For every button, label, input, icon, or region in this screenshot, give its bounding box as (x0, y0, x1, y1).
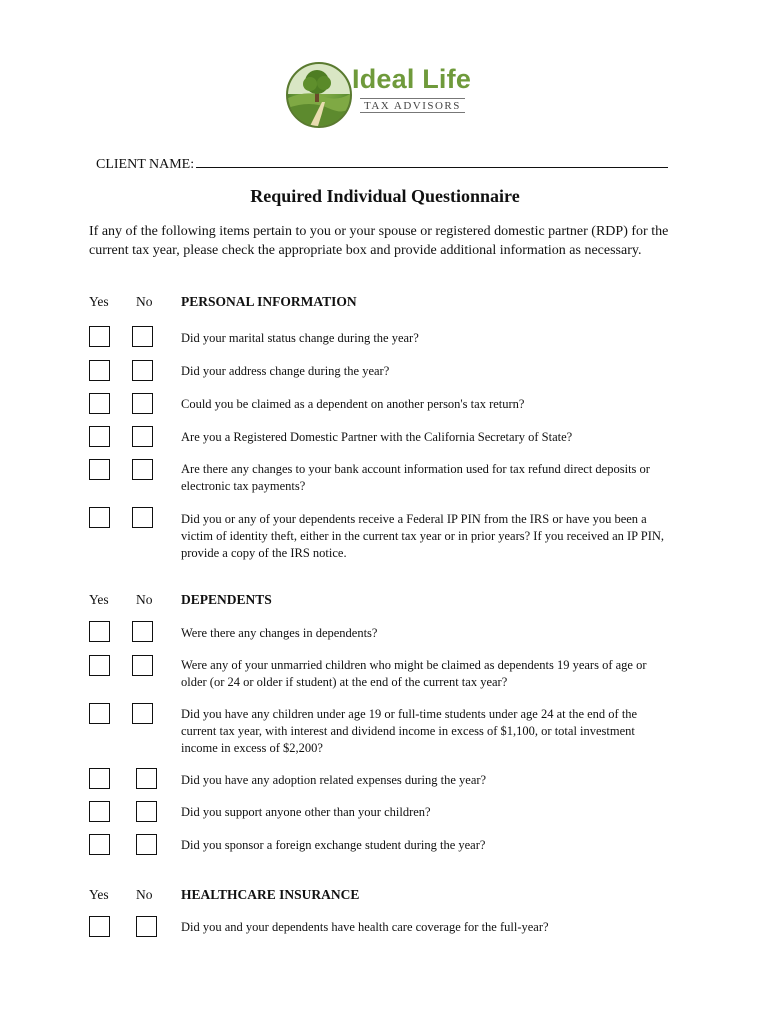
company-logo (286, 58, 476, 130)
checkbox-no[interactable] (136, 768, 157, 789)
client-name-row (96, 153, 668, 173)
question-text: Were there any changes in dependents? (181, 626, 378, 640)
section-heading-personal: PERSONAL INFORMATION (181, 294, 357, 309)
checkbox-no[interactable] (132, 621, 153, 642)
checkbox-yes[interactable] (89, 621, 110, 642)
page-title: Required Individual Questionnaire (250, 186, 520, 206)
yes-column-header: Yes (89, 592, 109, 607)
checkbox-yes[interactable] (89, 801, 110, 822)
question-text: Did you have any children under age 19 or full-time students under age 24 at the end of the current tax year, with interest and dividend income in excess of $1,100, or total investment income in excess of $2,200? (181, 707, 638, 755)
checkbox-no[interactable] (132, 459, 153, 480)
checkbox-yes[interactable] (89, 768, 110, 789)
no-column-header: No (136, 592, 153, 607)
question-text: Did you support anyone other than your children? (181, 805, 431, 819)
checkbox-no[interactable] (132, 426, 153, 447)
tree-landscape-icon (286, 62, 352, 128)
checkbox-yes[interactable] (89, 655, 110, 676)
checkbox-no[interactable] (132, 326, 153, 347)
question-text: Were any of your unmarried children who might be claimed as dependents 19 years of age or older (or 24 or older if student) at the end of the current tax year? (181, 658, 647, 689)
logo-name: Ideal Life (352, 64, 472, 94)
checkbox-yes[interactable] (89, 393, 110, 414)
no-column-header: No (136, 294, 153, 309)
no-column-header: No (136, 887, 153, 902)
question-text: Did you sponsor a foreign exchange student during the year? (181, 838, 486, 852)
intro-paragraph: If any of the following items pertain to you or your spouse or registered domestic partner (RDP) for the current tax year, please check the appropriate box and provide additional information as necessary. (89, 224, 669, 258)
question-text: Did your address change during the year? (181, 364, 390, 378)
yes-column-header: Yes (89, 887, 109, 902)
checkbox-yes[interactable] (89, 426, 110, 447)
checkbox-yes[interactable] (89, 703, 110, 724)
checkbox-no[interactable] (132, 393, 153, 414)
checkbox-no[interactable] (132, 507, 153, 528)
client-name-field[interactable] (196, 153, 668, 168)
checkbox-no[interactable] (132, 655, 153, 676)
checkbox-yes[interactable] (89, 834, 110, 855)
checkbox-yes[interactable] (89, 326, 110, 347)
question-text: Did you or any of your dependents receive a Federal IP PIN from the IRS or have you been a victim of identity theft, either in the current tax year or in prior years? If you received an IP PIN, provide a copy of the IRS notice. (181, 512, 665, 560)
checkbox-no[interactable] (136, 801, 157, 822)
checkbox-yes[interactable] (89, 507, 110, 528)
checkbox-yes[interactable] (89, 360, 110, 381)
section-heading-dependents: DEPENDENTS (181, 592, 272, 607)
checkbox-no[interactable] (132, 360, 153, 381)
checkbox-yes[interactable] (89, 459, 110, 480)
question-text: Are there any changes to your bank account information used for tax refund direct deposits or electronic tax payments? (181, 462, 650, 493)
checkbox-yes[interactable] (89, 916, 110, 937)
logo-subtitle: TAX ADVISORS (360, 98, 465, 113)
question-text: Did your marital status change during the year? (181, 331, 419, 345)
question-text: Did you and your dependents have health care coverage for the full-year? (181, 920, 549, 934)
question-text: Did you have any adoption related expenses during the year? (181, 773, 487, 787)
checkbox-no[interactable] (132, 703, 153, 724)
checkbox-no[interactable] (136, 834, 157, 855)
question-text: Are you a Registered Domestic Partner with the California Secretary of State? (181, 430, 573, 444)
question-text: Could you be claimed as a dependent on another person's tax return? (181, 397, 525, 411)
section-heading-healthcare: HEALTHCARE INSURANCE (181, 887, 360, 902)
yes-column-header: Yes (89, 294, 109, 309)
checkbox-no[interactable] (136, 916, 157, 937)
client-name-label: CLIENT NAME: (96, 157, 195, 172)
